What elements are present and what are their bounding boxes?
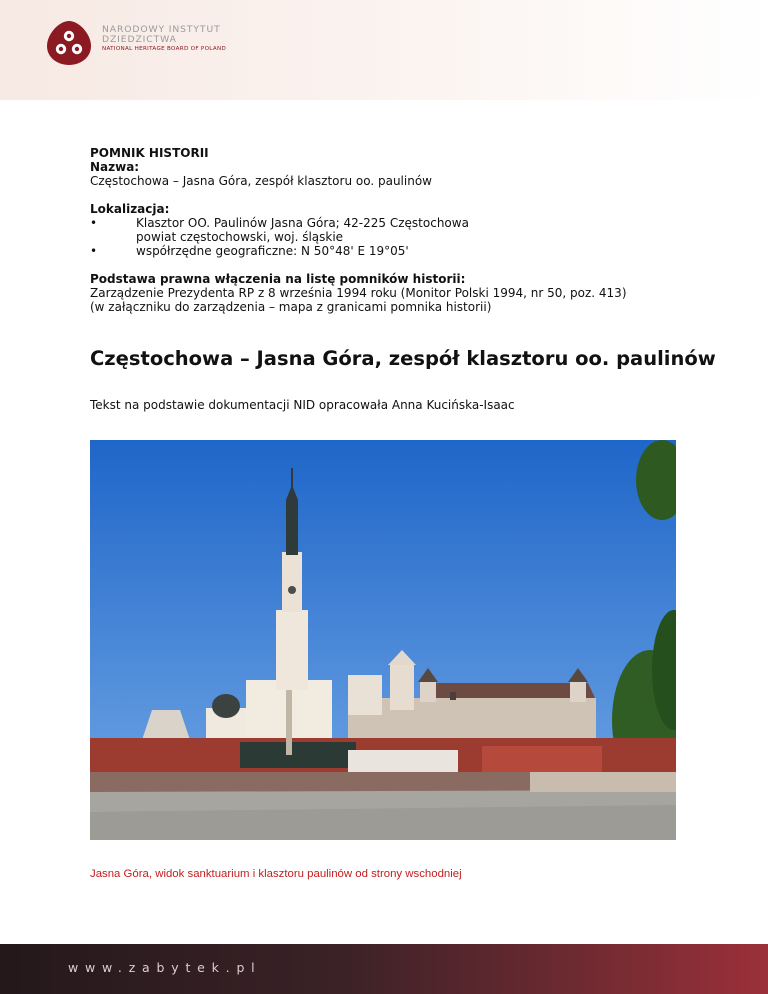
- legal-line-2: (w załączniku do zarządzenia – mapa z granicami pomnika historii): [90, 300, 492, 314]
- page-title: Częstochowa – Jasna Góra, zespół klasztoru oo. paulinów: [90, 347, 716, 370]
- location-address: Klasztor OO. Paulinów Jasna Góra; 42-225 Częstochowa: [136, 216, 469, 230]
- org-name-english: NATIONAL HERITAGE BOARD OF POLAND: [102, 46, 227, 53]
- header-band: [0, 0, 768, 100]
- bullet-icon: •: [90, 216, 98, 230]
- legal-line-1: Zarządzenie Prezydenta RP z 8 września 1994 roku (Monitor Polski 1994, nr 50, poz. 413): [90, 286, 627, 300]
- location-section: [90, 202, 690, 258]
- location-item: [90, 216, 690, 244]
- name-section: [90, 146, 690, 188]
- bullet-icon: •: [90, 244, 98, 258]
- location-coordinates: współrzędne geograficzne: N 50°48' E 19°05': [136, 244, 409, 258]
- footer-band: [0, 944, 768, 994]
- photo-caption: Jasna Góra, widok sanktuarium i klasztoru paulinów od strony wschodniej: [90, 868, 462, 880]
- location-item: [90, 244, 690, 258]
- footer-website-link[interactable]: www.zabytek.pl: [68, 960, 262, 975]
- category-label: POMNIK HISTORII: [90, 146, 209, 160]
- name-label: Nazwa:: [90, 160, 140, 174]
- document-metadata: [90, 146, 690, 328]
- org-name: [102, 25, 226, 53]
- legal-label: Podstawa prawna włączenia na listę pomników historii:: [90, 272, 466, 286]
- location-district: powiat częstochowski, woj. śląskie: [136, 230, 344, 244]
- org-name-line2: DZIEDZICTWA: [102, 33, 177, 45]
- legal-section: [90, 272, 690, 314]
- author-note: Tekst na podstawie dokumentacji NID opracowała Anna Kucińska-Isaac: [90, 398, 515, 412]
- location-label: Lokalizacja:: [90, 202, 170, 216]
- name-value: Częstochowa – Jasna Góra, zespół klasztoru oo. paulinów: [90, 174, 432, 188]
- org-name-line1: NARODOWY INSTYTUT: [102, 24, 221, 35]
- jasna-gora-photo: [90, 440, 676, 840]
- nid-logo-icon: [44, 18, 94, 68]
